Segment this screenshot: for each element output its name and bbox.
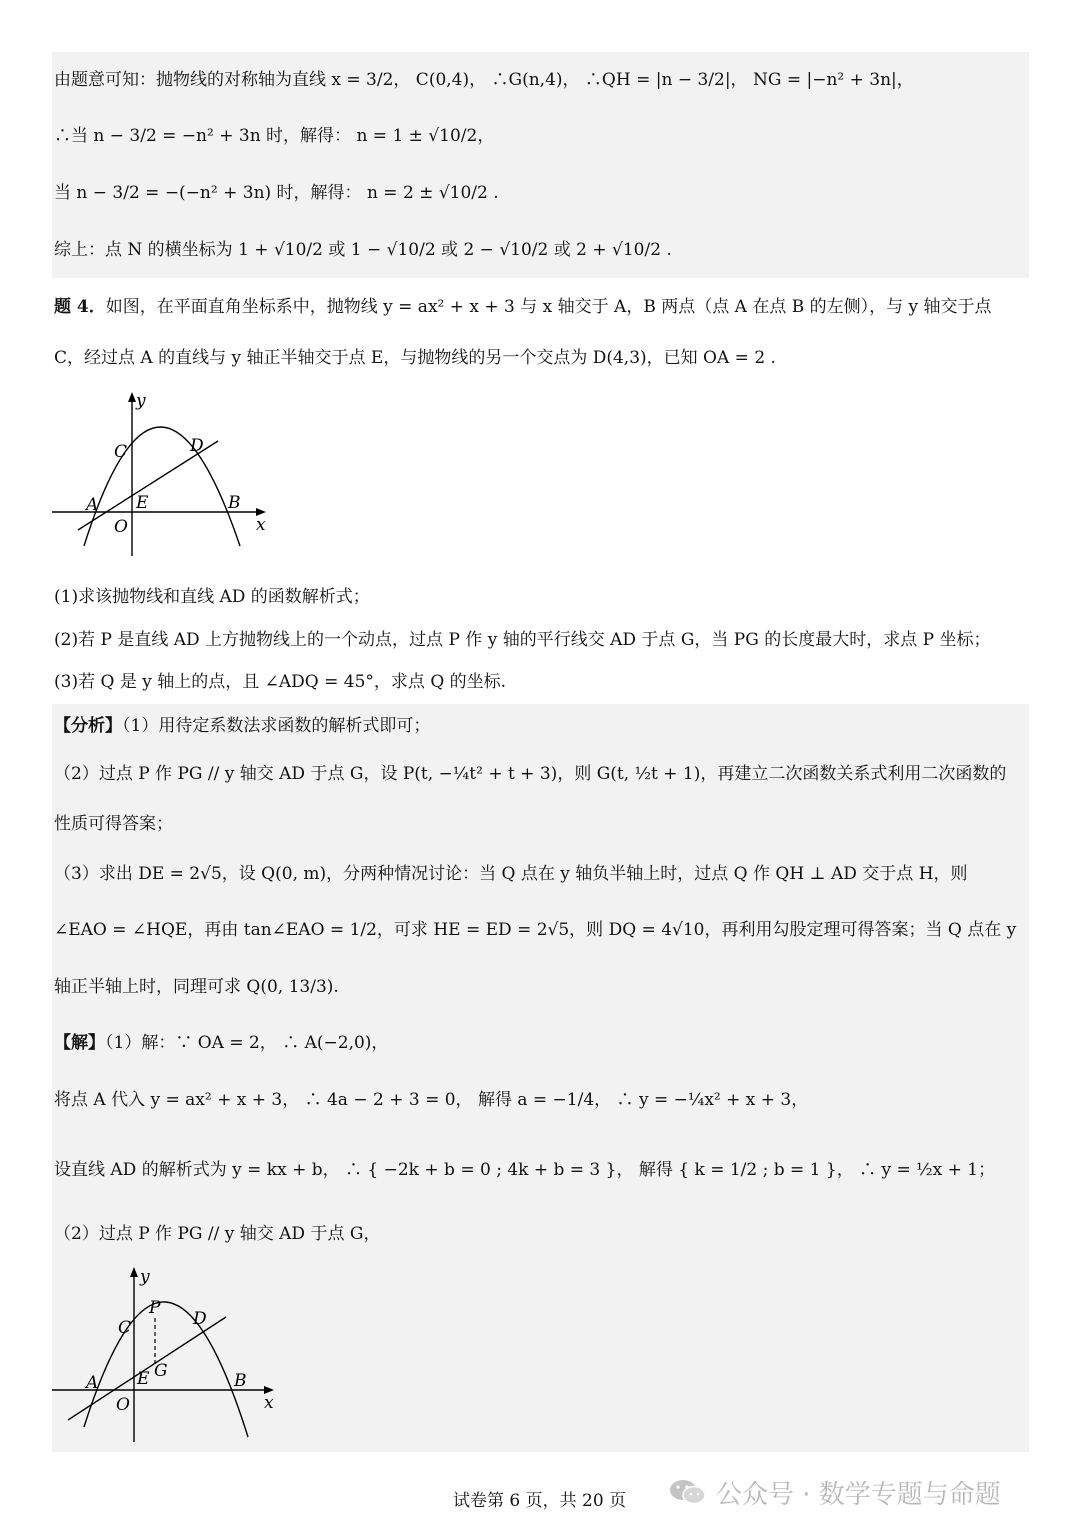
analysis-tag: 【分析】 <box>54 716 122 736</box>
solution-line-3: 设直线 AD 的解析式为 y = kx + b， ∴ { −2k + b = 0 ; 4k + b = 3 }， 解得 { k = 1/2 ; b = 1 }， ∴ y = ½x + 1； <box>54 1160 996 1180</box>
fig1-label-y: y <box>136 391 146 411</box>
fig1-label-x: x <box>256 515 266 535</box>
page-footer: 试卷第 6 页，共 20 页 <box>453 1491 627 1511</box>
fig2-label-G: G <box>154 1361 168 1381</box>
solution-line-2: 将点 A 代入 y = ax² + x + 3， ∴ 4a − 2 + 3 = 0， 解得 a = −1/4， ∴ y = −¼x² + x + 3， <box>54 1090 809 1110</box>
solution-prev-line-1: 由题意可知：抛物线的对称轴为直线 x = 3/2， C(0,4)， ∴G(n,4)， ∴QH = |n − 3/2|， NG = |−n² + 3n|， <box>54 70 914 90</box>
wechat-icon <box>668 1477 708 1507</box>
fig1-label-E: E <box>136 493 149 513</box>
question-3: (3)若 Q 是 y 轴上的点，且 ∠ADQ = 45°，求点 Q 的坐标. <box>54 672 507 692</box>
fig2-label-x: x <box>264 1393 274 1413</box>
solution-line-1 <box>54 1031 388 1055</box>
fig2-label-P: P <box>149 1298 161 1318</box>
fig1-label-A: A <box>86 495 99 515</box>
analysis-line-1 <box>54 714 430 738</box>
solution-tag: 【解】 <box>54 1033 105 1053</box>
solution-prev-line-3: 当 n − 3/2 = −(−n² + 3n) 时，解得： n = 2 ± √10/2 . <box>54 183 499 203</box>
solution-text-1: （1）解：∵ OA = 2， ∴ A(−2,0)， <box>105 1033 389 1053</box>
analysis-line-2b: 性质可得答案； <box>54 814 173 834</box>
fig1-label-B: B <box>228 493 241 513</box>
problem-line-1 <box>54 295 992 319</box>
problem-text-1: 如图，在平面直角坐标系中，抛物线 y = ax² + x + 3 与 x 轴交于 A，B 两点（点 A 在点 B 的左侧），与 y 轴交于点 <box>105 297 992 317</box>
solution-prev-line-2: ∴当 n − 3/2 = −n² + 3n 时，解得： n = 1 ± √10/2， <box>54 126 495 146</box>
fig2-label-D: D <box>193 1309 207 1329</box>
watermark-text: 公众号 · 数学专题与命题 <box>716 1479 1001 1510</box>
figure-2-graph <box>48 1262 288 1444</box>
analysis-line-2: （2）过点 P 作 PG // y 轴交 AD 于点 G，设 P(t, −¼t² + t + 3)，则 G(t, ½t + 1)，再建立二次函数关系式利用二次函数的 <box>54 764 1007 784</box>
problem-line-2: C，经过点 A 的直线与 y 轴正半轴交于点 E，与抛物线的另一个交点为 D(4,3)，已知 OA = 2 . <box>54 348 776 368</box>
analysis-line-3: （3）求出 DE = 2√5，设 Q(0, m)，分两种情况讨论：当 Q 点在 y 轴负半轴上时，过点 Q 作 QH ⊥ AD 交于点 H，则 <box>54 864 968 884</box>
watermark <box>668 1470 1068 1514</box>
figure-1-graph <box>48 388 278 558</box>
question-1: (1)求该抛物线和直线 AD 的函数解析式； <box>54 587 370 607</box>
problem-label: 题 4． <box>54 297 106 317</box>
fig2-label-C: C <box>118 1318 132 1338</box>
analysis-line-3c: 轴正半轴上时，同理可求 Q(0, 13/3). <box>54 977 339 997</box>
fig1-label-C: C <box>114 442 128 462</box>
fig1-label-D: D <box>190 436 204 456</box>
fig2-label-E: E <box>137 1369 150 1389</box>
question-2: (2)若 P 是直线 AD 上方抛物线上的一个动点，过点 P 作 y 轴的平行线交 AD 于点 G，当 PG 的长度最大时，求点 P 坐标； <box>54 630 991 650</box>
fig2-label-y: y <box>140 1267 150 1287</box>
solution-prev-line-4: 综上：点 N 的横坐标为 1 + √10/2 或 1 − √10/2 或 2 − √10/2 或 2 + √10/2 . <box>54 240 672 260</box>
analysis-line-3b: ∠EAO = ∠HQE，再由 tan∠EAO = 1/2，可求 HE = ED = 2√5，则 DQ = 4√10，再利用勾股定理可得答案；当 Q 点在 y <box>54 920 1017 940</box>
analysis-text-1: （1）用待定系数法求函数的解析式即可； <box>122 716 431 736</box>
fig2-label-A: A <box>86 1373 99 1393</box>
fig1-label-O: O <box>114 517 128 537</box>
fig2-label-O: O <box>116 1395 130 1415</box>
solution-line-4: （2）过点 P 作 PG // y 轴交 AD 于点 G， <box>54 1224 381 1244</box>
fig2-label-B: B <box>234 1371 247 1391</box>
